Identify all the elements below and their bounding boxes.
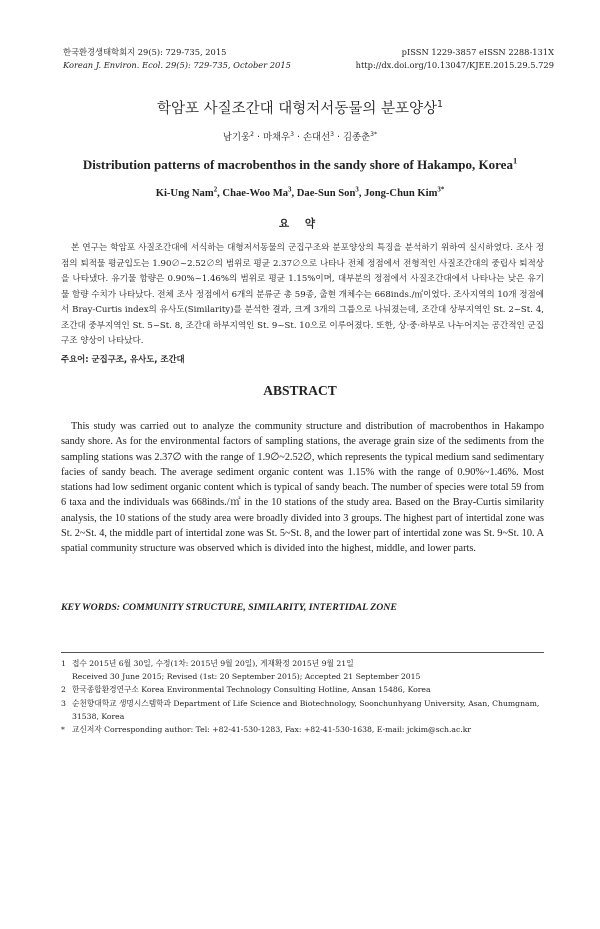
doi-link[interactable]: http://dx.doi.org/10.13047/KJEE.2015.29.5.729	[355, 59, 554, 70]
author-en-1: Ki-Ung Nam	[155, 188, 214, 199]
authors-korean: 남기웅$^2$ · 마채우$^3$ · 손대선$^3$ · 김종춘$^{3*}$	[222, 130, 378, 143]
title-korean-text: 학암포 사질조간대 대형저서동물의 분포양상	[157, 101, 437, 117]
footnote-text: 순천향대학교 생명시스템학과 Department of Life Science and Biotechnology, Soonchunhyang University, Asan, Chumgnam, 31538, Korea	[72, 698, 540, 721]
footnote-mark: 1	[61, 659, 66, 668]
footnote-text: 접수 2015년 6월 30일, 수정(1차: 2015년 9월 20일), 게재확정 2015년 9월 21일	[72, 659, 354, 668]
author-ko-3: 손대선	[302, 132, 331, 143]
footnote-mark: 3	[61, 698, 66, 708]
author-ko-4: 김종춘	[342, 132, 371, 143]
author-ko-4-sup: 3*	[370, 130, 378, 138]
footnote-1	[61, 657, 544, 683]
journal-en: Korean J. Environ. Ecol. 29(5): 729-735, October 2015	[63, 59, 291, 70]
title-english-text: Distribution patterns of macrobenthos in the sandy shore of Hakampo, Korea	[82, 157, 513, 172]
title-english	[0, 157, 600, 173]
author-ko-1-sup: 2	[250, 130, 254, 138]
author-ko-2-sup: 3	[290, 130, 294, 138]
footnote-mark: 2	[61, 685, 66, 695]
footnote-text-en: Received 30 June 2015; Revised (1st: 20 September 2015); Accepted 21 September 2015	[72, 672, 421, 682]
author-ko-1: 남기웅	[222, 132, 251, 143]
abstract-ko-heading: 요 약	[278, 218, 322, 230]
author-ko-3-sup: 3	[330, 130, 335, 138]
footnote-corresponding	[61, 723, 544, 736]
title-korean-sup: 1	[436, 99, 443, 111]
abstract-heading: ABSTRACT	[263, 383, 337, 398]
footnote-text: 교신저자 Corresponding author: Tel: +82-41-530-1283, Fax: +82-41-530-1638, E-mail: jckim@sch.ac.kr	[72, 725, 472, 735]
author-en-2: Chae-Woo Ma	[222, 188, 289, 199]
author-en-1-sup: 2	[213, 186, 218, 194]
abstract-korean: 본 연구는 학암포 사질조간대에 서식하는 대형저서동물의 군집구조와 분포양상의 특징을 분석하기 위하여 실시하였다. 조사 정점의 퇴적물 평균입도는 1.90∅~2.52∅의 범위로 평균 2.37∅으로 나타나 전체 정점에서 전형적인 사질조간대의 중립사 퇴적상을 나타냈다. 유기물 함량은 0.90%~1.46%의 범위로 평균 1.15%이며, 대부분의 정점에서 사질조간대에서 나타나는 낮은 유기물 함량 수치가 나타났다. 전체 조사 정점에서 6개의 분류군 총 59종, 출현 개체수는 668inds./㎡이었다. 조사지역의 10개 정점에서 Bray-Curtis index의 유사도(Similarity)를 분석한 결과, 크게 3개의 그룹으로 나눠졌는데, 조간대 상부지역인 St. 2~St. 4, 조간대 중부지역인 St. 5~St. 8, 조간대 하부지역인 St. 9~St. 10으로 이루어졌다. 또한, 상·중·하부로 나누어지는 공간적인 군집구조 양상이 나타났다.	[61, 243, 544, 346]
author-ko-2: 마채우	[262, 132, 291, 143]
author-en-3-sup: 3	[355, 186, 359, 194]
author-en-4-sup: 3*	[437, 186, 445, 194]
author-en-4: Jong-Chun Kim	[364, 188, 438, 199]
keywords-english: KEY WORDS: COMMUNITY STRUCTURE, SIMILARITY, INTERTIDAL ZONE	[61, 602, 397, 613]
footnote-3	[61, 697, 544, 723]
abstract-english: This study was carried out to analyze the community structure and distribution of macrobenthos in Hakampo sandy shore. As for the environmental factors of sampling stations, the average grain size of the sediments from the sampling stations was 2.37∅ with the range of 1.9∅~2.52∅, which represents the typical medium sand sedimentary facies of sandy beach. The average sediment organic content was 1.15% with the range of 0.90%~1.46%. Most stations had low sediment organic content which is typical of sandy beach. The number of species were total 59 from 6 taxa and the individuals was 668inds./㎡ in the 10 stations of the study area. Based on the Bray-Curtis similarity analysis, the 10 stations of the study area were broadly divided into 3 groups. The highest part of intertidal zone was St. 2~St. 4, the middle part of intertidal zone was St. 5~St. 8, and the lower part of intertidal zone was St. 9~St. 10. A spatial community structure was observed which is divided into the highest, middle, and lower parts.	[61, 421, 544, 555]
footnotes	[61, 657, 544, 736]
footnote-2	[61, 683, 544, 696]
author-en-2-sup: 3	[288, 186, 292, 194]
authors-english: Ki-Ung Nam$^2$, Chae-Woo Ma$^3$, Dae-Sun Son$^3$, Jong-Chun Kim$^{3*}$	[155, 186, 445, 199]
footnote-divider	[61, 652, 544, 653]
author-en-3: Dae-Sun Son	[296, 188, 356, 199]
header-right	[356, 46, 554, 71]
footnote-text: 한국종합환경연구소 Korea Environmental Technology Consulting Hotline, Ansan 15486, Korea	[72, 685, 431, 695]
title-english-sup: 1	[512, 155, 518, 166]
journal-ko: 한국환경생태학회지 29(5): 729-735, 2015	[63, 47, 227, 57]
issn: pISSN 1229-3857 eISSN 2288-131X	[401, 47, 554, 57]
keywords-korean: 주요어: 군집구조, 유사도, 조간대	[61, 354, 185, 364]
footnote-mark: *	[61, 725, 65, 735]
title-korean	[0, 97, 600, 118]
header-left	[63, 46, 291, 71]
